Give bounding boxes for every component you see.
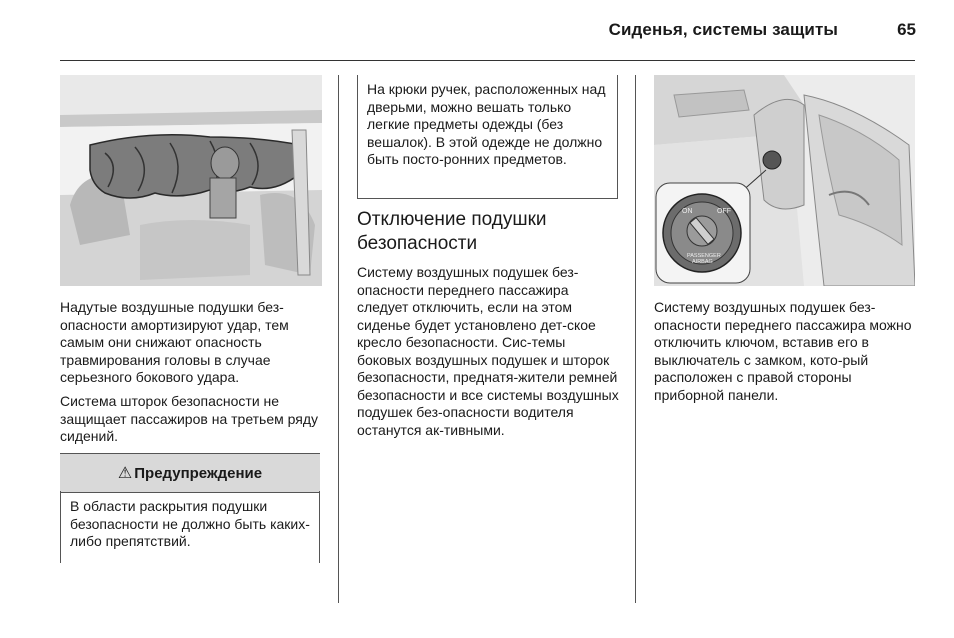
column-divider-1 [338,75,339,603]
switch-on-label: ON [682,208,693,215]
switch-off-label: OFF [717,208,731,215]
airbag-key-switch-illustration [654,75,915,286]
curtain-airbag-figure [60,75,322,286]
switch-airbag-label: AIRBAG [692,259,713,265]
column-divider-2 [635,75,636,603]
running-header-title: Сиденья, системы защиты [608,20,838,39]
column3-paragraph: Систему воздушных подушек без-опасности переднего пассажира можно отключить ключом, вставив его в выключатель с замком, кото-рый расположен с правой стороны приборной панели. [654,299,912,403]
section-heading: Отключение подушки безопасности [357,209,547,254]
column2-paragraph: Систему воздушных подушек без-опасности переднего пассажира следует отключить, если на этом сиденье будет установлено дет-ское кресло безопасности. Сис-темы боковых воздушных подушек и шторок безопасности, преднатя-жители ремней безопасности и все системы воздушных подушек без-опасности водителя останутся ак-тивными. [357,264,619,438]
warning-body [60,491,320,563]
warning-header [60,453,320,493]
switch-passenger-label: PASSENGER [687,253,721,259]
warning-box [60,453,320,563]
airbag-key-switch-figure [654,75,915,286]
curtain-airbag-illustration [60,75,322,286]
note-box [357,75,618,199]
column1-paragraph-1: Надутые воздушные подушки без-опасности амортизируют удар, тем самым они снижают опасность травмирования головы в случае серьезного бокового удара. [60,299,289,385]
warning-triangle-icon: ⚠ [117,465,133,482]
warning-text: В области раскрытия подушки безопасности не должно быть каких-либо препятствий. [70,498,310,549]
header-rule [60,60,915,61]
page-number: 65 [897,20,916,39]
note-text: На крюки ручек, расположенных над дверьми, можно вешать только легкие предметы одежды (без вешалок). В этой одежде не должно быть посто-ронних предметов. [367,81,606,167]
column1-paragraph-2: Система шторок безопасности не защищает пассажиров на третьем ряду сидений. [60,393,319,444]
warning-title: Предупреждение [134,464,263,482]
